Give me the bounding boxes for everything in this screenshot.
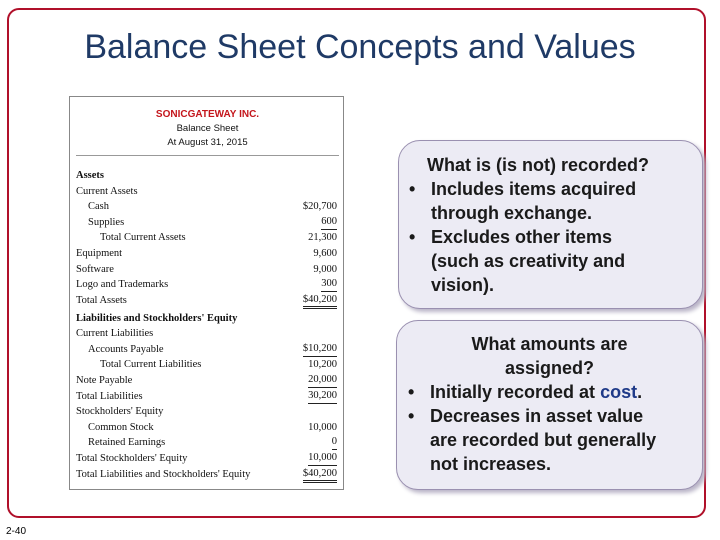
row-amount: 20,000 — [308, 373, 337, 388]
row-label: Common Stock — [88, 421, 154, 433]
row-label: Retained Earnings — [88, 437, 166, 449]
bullet-dot: • — [408, 382, 415, 402]
company-name: SONICGATEWAY INC. — [155, 109, 260, 120]
row-label: Software — [76, 263, 114, 275]
row-label: Total Current Assets — [100, 232, 186, 244]
sheet-row — [70, 420, 345, 436]
bullet-text: are recorded but generally — [430, 430, 657, 450]
sheet-row — [70, 184, 345, 200]
sheet-row — [70, 215, 345, 231]
bullet-text: not increases. — [430, 454, 552, 474]
row-amount: 10,000 — [308, 451, 337, 466]
bullet-item — [409, 225, 694, 249]
row-label: Total Current Liabilities — [100, 359, 202, 371]
row-label: Current Liabilities — [76, 328, 154, 340]
sheet-row — [70, 262, 345, 278]
bullet-item — [408, 380, 696, 404]
row-label: Note Payable — [76, 374, 133, 386]
row-amount: 0 — [332, 435, 337, 450]
row-label: Supplies — [88, 216, 125, 228]
bullet-text: Excludes other items — [431, 227, 613, 247]
amounts-callout — [396, 320, 703, 490]
header-divider — [76, 155, 339, 156]
bullet-item — [409, 177, 694, 201]
row-label: Total Liabilities and Stockholders' Equity — [76, 468, 251, 480]
bullet-text: (such as creativity and — [431, 251, 626, 271]
row-label: Stockholders' Equity — [76, 406, 164, 418]
row-label: Equipment — [76, 248, 123, 259]
bullet-continuation — [408, 428, 696, 452]
sheet-row — [70, 168, 345, 184]
bullet-continuation — [409, 273, 694, 297]
row-amount: 600 — [321, 215, 337, 230]
sheet-row — [70, 357, 345, 373]
row-amount: $40,200 — [303, 293, 337, 309]
sheet-row — [70, 326, 345, 342]
sheet-row — [70, 311, 345, 327]
bullet-text: vision). — [431, 275, 495, 295]
sheet-row — [70, 199, 345, 215]
row-label: Cash — [88, 201, 109, 213]
sheet-row — [70, 435, 345, 451]
bullet-dot: • — [409, 227, 416, 247]
bullet-dot: • — [408, 406, 415, 426]
bullet-continuation — [409, 249, 694, 273]
bullet-text-suffix: . — [637, 382, 643, 402]
bullet-continuation — [409, 201, 694, 225]
sheet-row — [70, 451, 345, 467]
bullet-item — [408, 404, 696, 428]
row-amount: 9,000 — [313, 263, 337, 275]
row-label: Total Stockholders' Equity — [76, 452, 188, 464]
row-label: Liabilities and Stockholders' Equity — [76, 312, 238, 324]
callout-heading: What is (is not) recorded? — [427, 155, 650, 175]
row-amount: 21,300 — [308, 232, 337, 244]
statement-name: Balance Sheet — [176, 123, 239, 134]
bullet-continuation — [408, 452, 696, 476]
sheet-row — [70, 293, 345, 309]
sheet-row — [70, 389, 345, 405]
row-amount: 10,000 — [308, 421, 337, 433]
row-amount: $10,200 — [303, 342, 337, 357]
row-label: Logo and Trademarks — [76, 279, 169, 291]
bullet-text: Decreases in asset value — [430, 406, 644, 426]
sheet-row — [70, 342, 345, 358]
bullet-text-prefix: Initially recorded at — [430, 382, 601, 402]
row-amount: 300 — [321, 277, 337, 292]
recorded-callout — [398, 140, 703, 309]
balance-sheet-image — [69, 96, 344, 490]
row-amount: $40,200 — [303, 467, 337, 483]
bullet-dot: • — [409, 179, 416, 199]
sheet-row — [70, 467, 345, 483]
cost-highlight: cost — [600, 382, 638, 402]
sheet-row — [70, 230, 345, 246]
slide-title: Balance Sheet Concepts and Values — [84, 28, 636, 66]
row-label: Total Liabilities — [76, 390, 143, 402]
callout-heading-line2: assigned? — [504, 358, 595, 378]
bullet-text: through exchange. — [431, 203, 593, 223]
row-amount: 10,200 — [308, 359, 337, 371]
row-amount: $20,700 — [302, 201, 337, 213]
bullet-text: Includes items acquired — [431, 179, 637, 199]
callout-heading: What amounts are — [471, 334, 628, 354]
row-label: Total Assets — [76, 294, 127, 306]
row-label: Current Assets — [76, 185, 138, 197]
sheet-row — [70, 277, 345, 293]
row-label: Accounts Payable — [88, 343, 164, 355]
sheet-row — [70, 246, 345, 262]
row-amount: 30,200 — [308, 389, 337, 404]
row-amount: 9,600 — [313, 248, 337, 259]
row-label: Assets — [76, 170, 104, 181]
sheet-row — [70, 373, 345, 389]
statement-date: At August 31, 2015 — [167, 137, 248, 148]
sheet-row — [70, 404, 345, 420]
bullet-text — [430, 380, 642, 404]
slide-number: 2-40 — [6, 526, 27, 537]
